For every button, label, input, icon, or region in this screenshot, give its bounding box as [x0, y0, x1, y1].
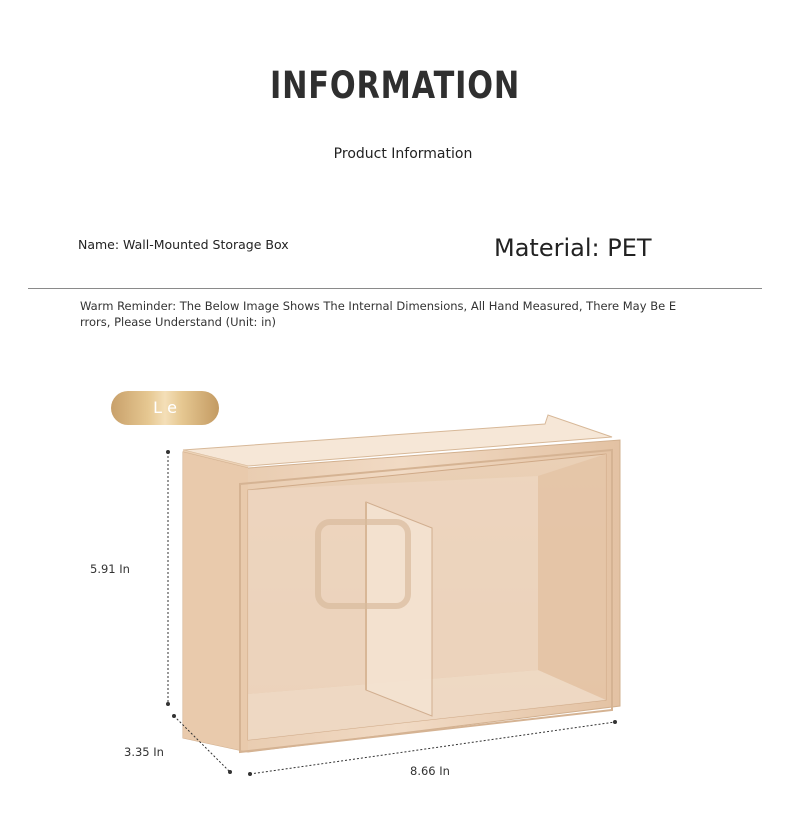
size-badge: L e	[111, 391, 219, 425]
dimension-width-label: 8.66 In	[410, 764, 450, 778]
dimension-depth-label: 3.35 In	[124, 745, 164, 759]
dimension-height-label: 5.91 In	[90, 562, 130, 576]
product-material: Material: PET	[494, 234, 652, 262]
warm-reminder: Warm Reminder: The Below Image Shows The Internal Dimensions, All Hand Measured, There May Be Errors, Please Understand (Unit: in)	[80, 299, 677, 329]
page-title: INFORMATION	[269, 64, 521, 107]
product-name: Name: Wall-Mounted Storage Box	[78, 237, 289, 252]
section-subtitle: Product Information	[333, 146, 473, 162]
